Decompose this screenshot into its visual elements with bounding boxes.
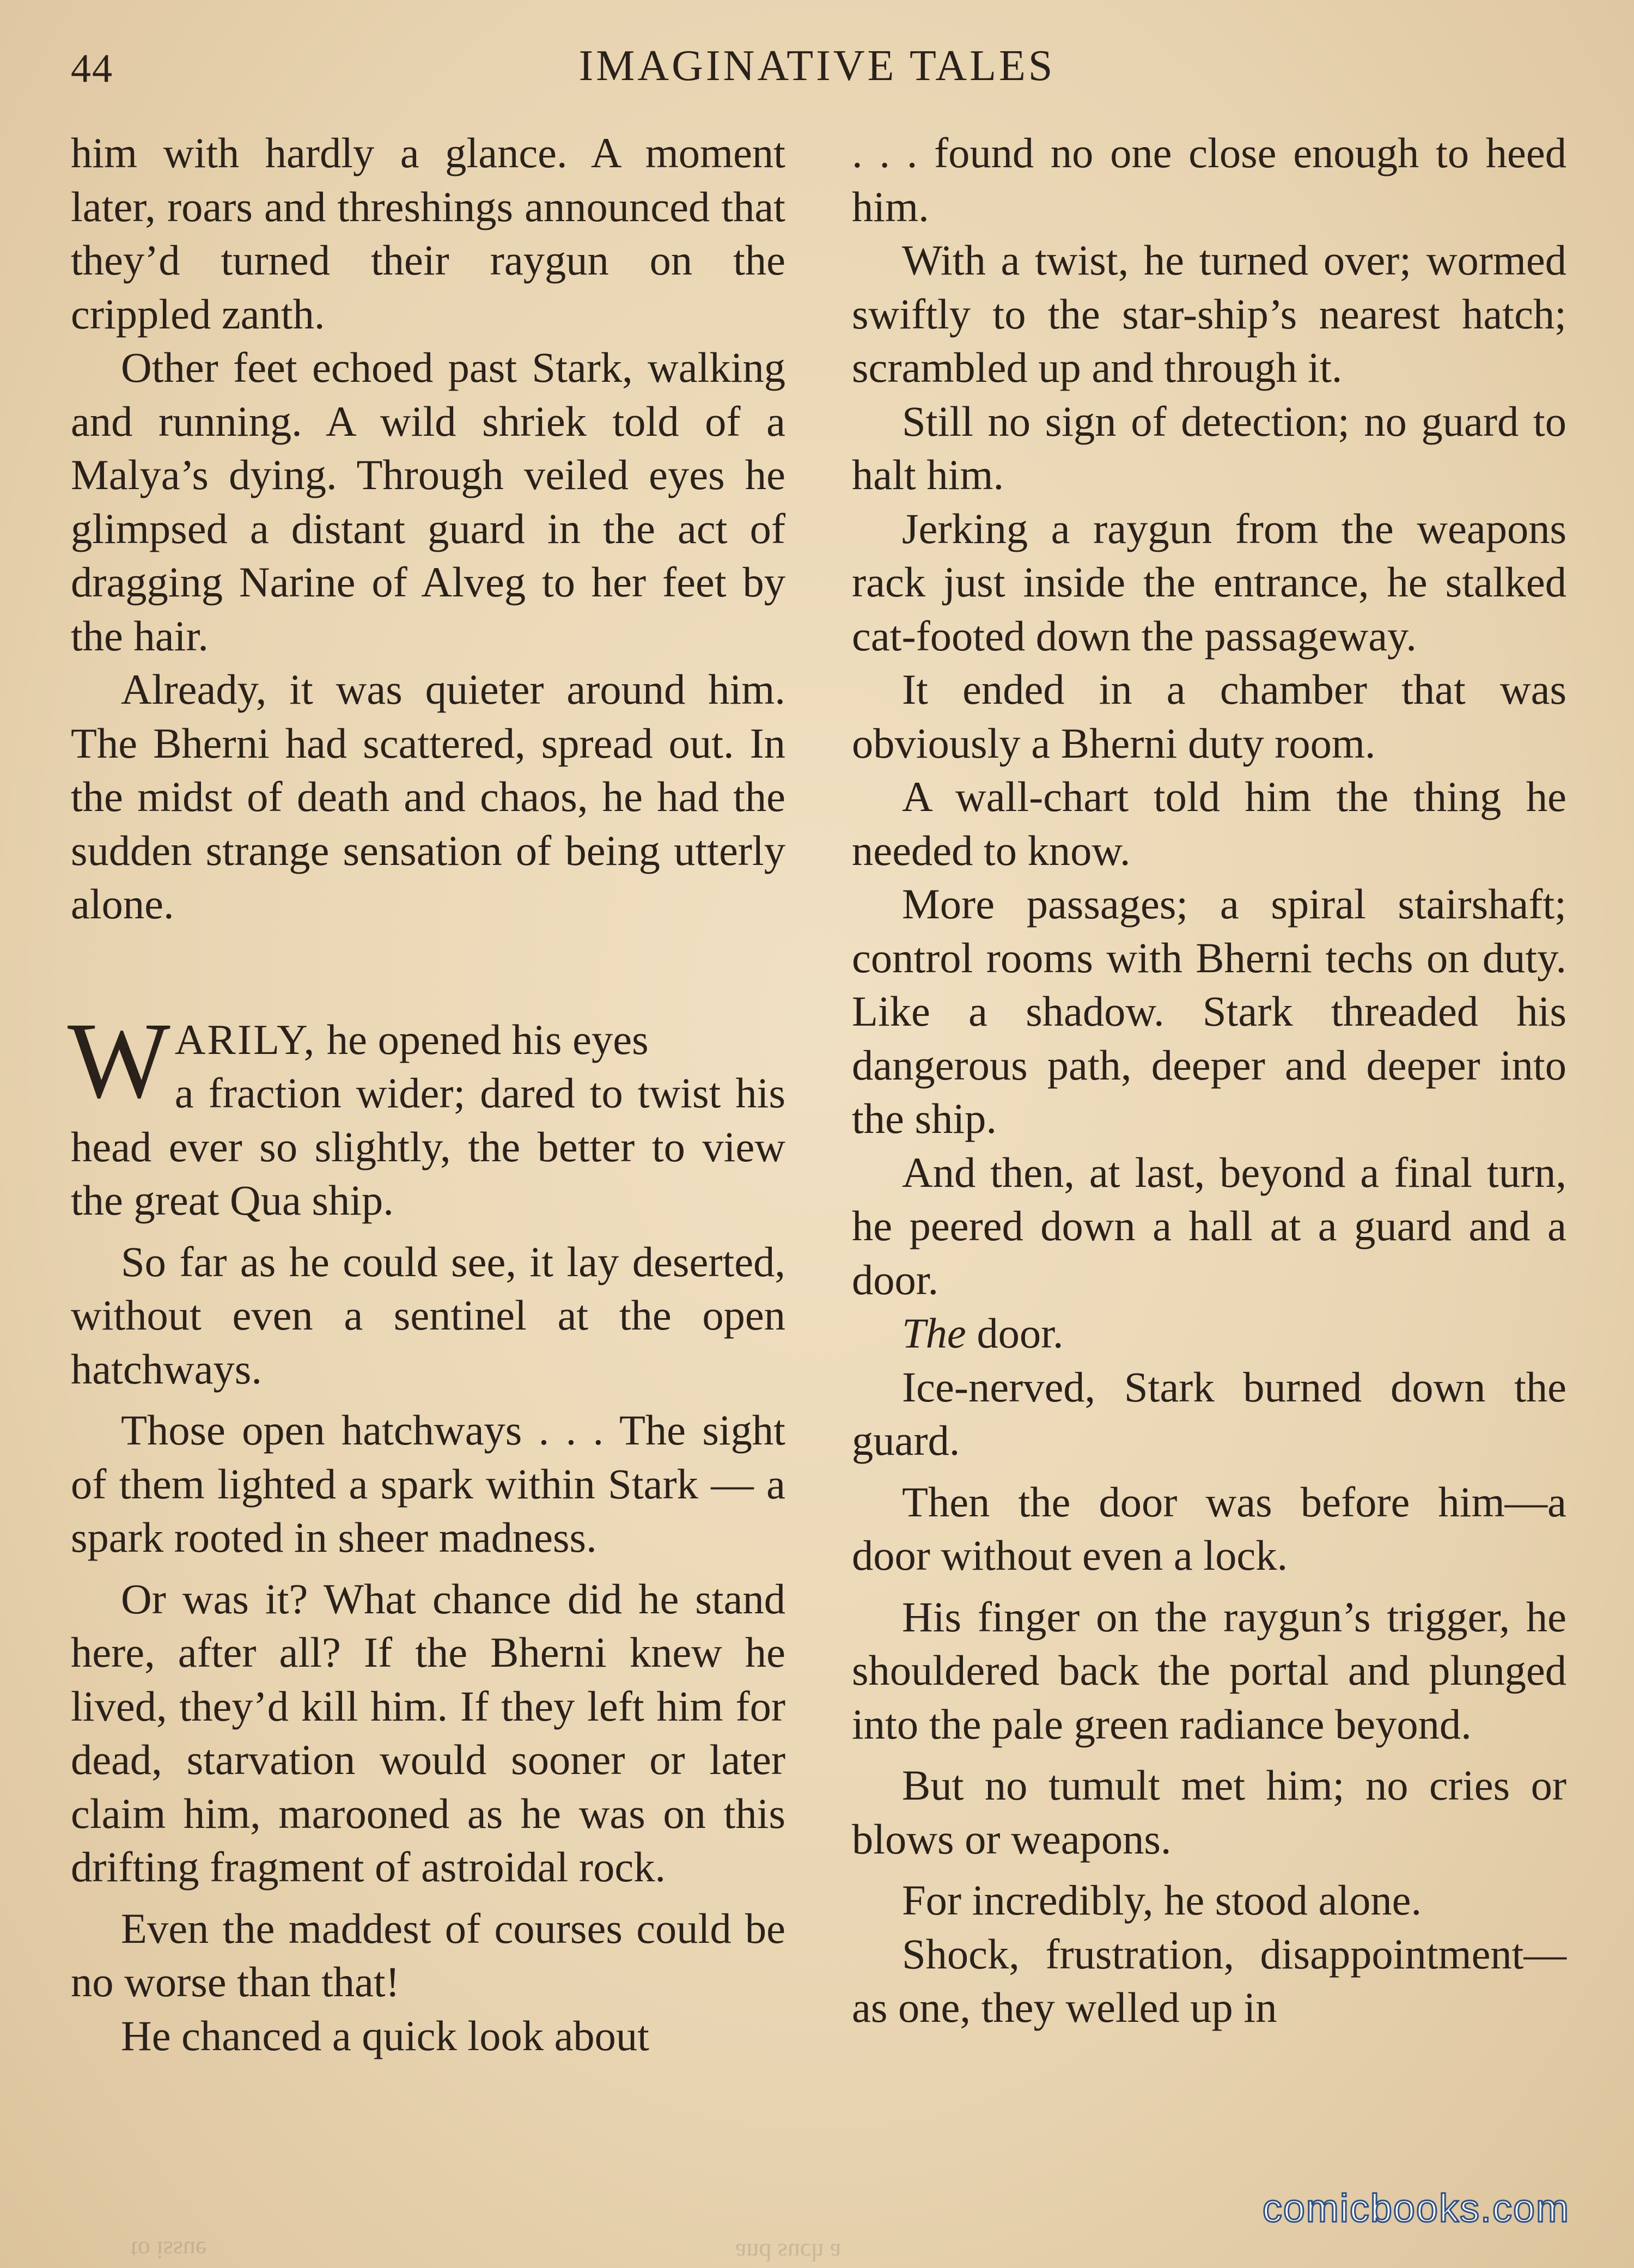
section-continuation: a fraction wider; dared to twist his head ever so slightly, the better to view the great Qua ship. <box>71 1069 785 1224</box>
paragraph: Other feet echoed past Stark, walking and running. A wild shriek told of a Malya’s dying. Through veiled eyes he glimpsed a distant guard in the act of dragging Narine of Alveg to her feet by the hair. <box>71 344 785 660</box>
paragraph: So far as he could see, it lay deserted, without even a sentinel at the open hatchways. <box>71 1237 785 1393</box>
show-through-text: and such a <box>735 2239 842 2266</box>
paragraph: More passages; a spiral stairshaft; control rooms with Bherni techs on duty. Like a shadow. Stark threaded his dangerous path, deeper and deeper into the ship. <box>852 880 1566 1142</box>
paragraph: With a twist, he turned over; wormed swiftly to the star-ship’s nearest hatch; scrambled up and through it. <box>852 236 1566 391</box>
page-header <box>71 38 1563 109</box>
paragraph: him with hardly a glance. A moment later, roars and threshings announced that they’d turned their raygun on the crippled zanth. <box>71 129 785 338</box>
drop-cap: W <box>68 1000 170 1121</box>
section-lead-text: he opened his eyes <box>316 1015 649 1063</box>
paragraph: For incredibly, he stood alone. <box>902 1876 1422 1924</box>
paragraph: Already, it was quieter around him. The Bherni had scattered, spread out. In the midst of death and chaos, he had the sudden strange sensation of being utterly alone. <box>71 666 785 928</box>
paragraph: Those open hatchways . . . The sight of them lighted a spark within Stark — a spark rooted in sheer madness. <box>71 1406 785 1561</box>
paragraph: Even the maddest of courses could be no worse than that! <box>71 1904 785 2005</box>
italic-emphasis: The <box>902 1309 966 1357</box>
section-opening <box>68 1000 785 1228</box>
paragraph: His finger on the raygun’s trigger, he shouldered back the portal and plunged into the pale green radiance beyond. <box>852 1593 1566 1748</box>
paragraph: . . . found no one close enough to heed him. <box>852 129 1566 230</box>
small-caps-lead: ARILY, <box>174 1015 316 1063</box>
paragraph: And then, at last, beyond a final turn, he peered down a hall at a guard and a door. <box>852 1148 1566 1303</box>
running-title: IMAGINATIVE TALES <box>578 42 1056 90</box>
paragraph: He chanced a quick look about <box>121 2011 649 2059</box>
left-column <box>68 126 785 2063</box>
page-number: 44 <box>71 46 113 91</box>
paragraph: Shock, frustration, disappointment—as one, they welled up in <box>852 1930 1566 2031</box>
paragraph: Ice-nerved, Stark burned down the guard. <box>852 1363 1566 1464</box>
paragraph: Jerking a raygun from the weapons rack just inside the entrance, he stalked cat-footed down the passageway. <box>852 504 1566 660</box>
paragraph <box>852 1307 1566 1361</box>
paragraph: Then the door was before him—a door without even a lock. <box>852 1478 1566 1579</box>
section-first-paragraph <box>71 1013 785 1228</box>
show-through-text: to issue <box>131 2236 207 2264</box>
paragraph: A wall-chart told him the thing he needed to know. <box>852 773 1566 874</box>
paragraph-text: door. <box>977 1309 1064 1357</box>
paragraph: Still no sign of detection; no guard to halt him. <box>852 397 1566 498</box>
paragraph: Or was it? What chance did he stand here, after all? If the Bherni knew he lived, they’d kill him. If they left him for dead, starvation would sooner or later claim him, marooned as he was on this drifting fragment of astroidal rock. <box>71 1575 785 1891</box>
right-column <box>852 126 1566 2035</box>
paragraph: But no tumult met him; no cries or blows or weapons. <box>852 1761 1566 1863</box>
paragraph: It ended in a chamber that was obviously a Bherni duty room. <box>852 666 1566 767</box>
watermark-logo: comicbooks.com <box>1262 2187 1570 2230</box>
